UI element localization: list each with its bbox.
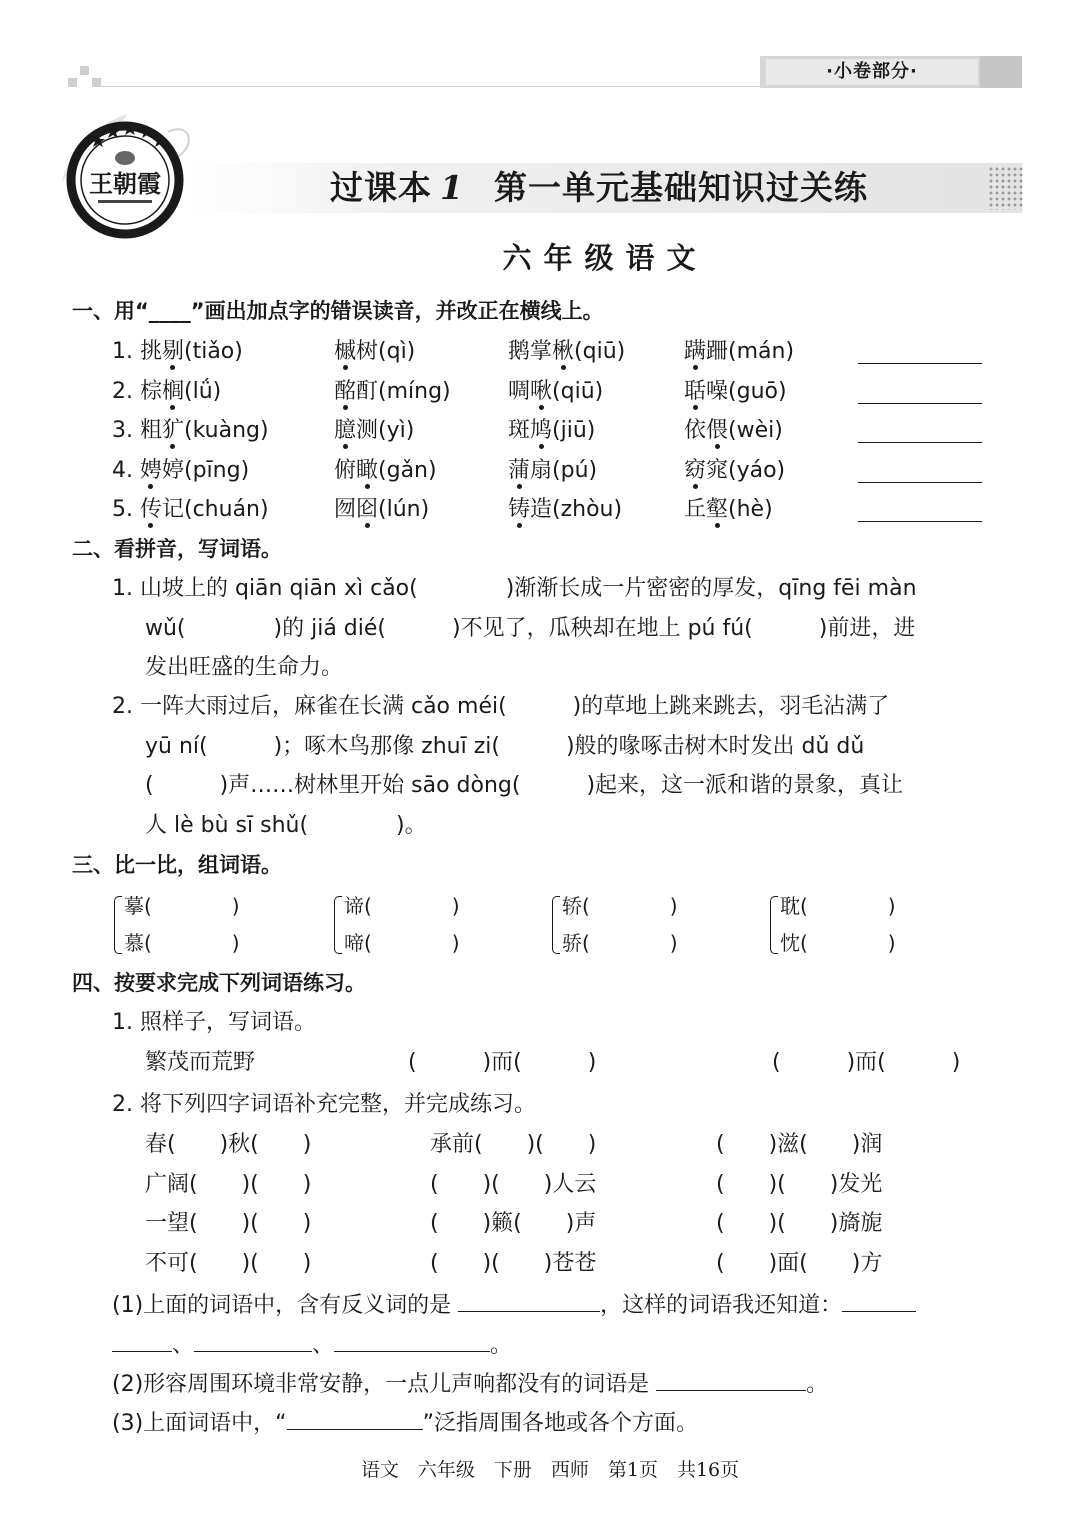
s1-r5-c1: 5. 传记(chuán) xyxy=(112,497,269,522)
logo-badge xyxy=(58,112,193,242)
s4-sub1-answer[interactable] xyxy=(458,1290,600,1312)
s2-line-5: yū ní( )；啄木鸟那像 zhuī zi( )般的喙啄击树木时发出 dǔ dǔ xyxy=(145,734,865,759)
logo-text: 王朝霞 xyxy=(89,169,161,198)
s2-line-4: 2. 一阵大雨过后，麻雀在长满 cǎo méi( )的草地上跳来跳去，羽毛沾满了 xyxy=(112,694,890,719)
s4-q1-label: 1. 照样子，写词语。 xyxy=(112,1010,316,1035)
s1-r3-c4: 依偎(wèi) xyxy=(684,418,783,443)
s1-r2-c2: 酩酊(míng) xyxy=(334,379,451,404)
s1-r1-c2: 槭树(qì) xyxy=(334,339,416,364)
s1-answer-line-4[interactable] xyxy=(858,482,982,483)
title-dots xyxy=(988,166,1024,210)
s4-sub3-answer[interactable] xyxy=(287,1408,423,1430)
idiom-r1-c2: 承前( )( ) xyxy=(430,1132,597,1157)
s1-answer-line-5[interactable] xyxy=(858,521,982,522)
s4-sub2-answer[interactable] xyxy=(656,1369,806,1391)
s2-line-7: 人 lè bù sī shǔ( )。 xyxy=(145,813,427,838)
idiom-r2-c3: ( )( )发光 xyxy=(716,1172,883,1197)
s1-r5-c3: 铸造(zhòu) xyxy=(508,497,623,522)
idiom-r4-c3: ( )面( )方 xyxy=(716,1251,883,1276)
s4-sub3 xyxy=(112,1408,698,1439)
s1-r3-c1: 3. 粗犷(kuàng) xyxy=(112,418,269,443)
section1-heading: 一、用“____”画出加点字的错误读音，并改正在横线上。 xyxy=(72,299,604,323)
s4-sub2-prompt: (2)形容周围环境非常安静，一点儿声响都没有的词语是 xyxy=(112,1372,650,1397)
s1-answer-line-1[interactable] xyxy=(858,363,982,364)
idiom-r4-c2: ( )( )苍苍 xyxy=(430,1251,597,1276)
section3-heading: 三、比一比，组词语。 xyxy=(72,853,282,877)
s4-sub1-prompt-2: ，这样的词语我还知道： xyxy=(600,1293,843,1318)
idiom-r1-c3: ( )滋( )润 xyxy=(716,1132,883,1157)
page-title xyxy=(330,164,950,212)
s4-sub1-extra-1b[interactable] xyxy=(112,1330,172,1352)
s1-r1-c3: 鹅掌楸(qiū) xyxy=(508,339,626,364)
s4-sub1-extra-2[interactable] xyxy=(194,1330,312,1352)
s1-r3-c3: 斑鸠(jiū) xyxy=(508,418,596,443)
s4-sub3-prompt-2: ”泛指周围各地或各个方面。 xyxy=(422,1411,698,1436)
idiom-r3-c2: ( )籁( )声 xyxy=(430,1211,597,1236)
s1-r4-c4: 窈窕(yáo) xyxy=(684,458,786,483)
s3-p2-top: 谛( ) xyxy=(344,894,460,918)
title-main: 第一单元基础知识过关练 xyxy=(493,168,868,207)
idiom-r1-c1: 春( )秋( ) xyxy=(145,1132,312,1157)
s1-r4-c1: 4. 娉婷(pīng) xyxy=(112,458,250,483)
s4-sub2: (2)形容周围环境非常安静，一点儿声响都没有的词语是 。 xyxy=(112,1369,828,1400)
s3-p1-top: 摹( ) xyxy=(124,894,240,918)
section-tag-text: ·小卷部分· xyxy=(766,59,978,85)
s4-sub1-prompt: (1)上面的词语中，含有反义词的是 xyxy=(112,1293,452,1318)
s1-r2-c1: 2. 棕榈(lǘ) xyxy=(112,379,222,404)
page-footer: 语文 六年级 下册 西师 第1页 共16页 xyxy=(360,1459,740,1481)
s1-r5-c2: 囫囵(lún) xyxy=(334,497,430,522)
s1-r1-c1: 1. 挑剔(tiǎo) xyxy=(112,339,243,364)
s1-r3-c2: 臆测(yì) xyxy=(334,418,415,443)
idiom-r3-c3: ( )( )旖旎 xyxy=(716,1211,883,1236)
s2-line-6: ( )声……树林里开始 sāo dòng( )起来，这一派和谐的景象，真让 xyxy=(145,773,904,798)
s4-q1-blank-1: ( )而( ) xyxy=(408,1050,597,1075)
title-number: 1 xyxy=(440,168,464,207)
idiom-r2-c1: 广阔( )( ) xyxy=(145,1172,312,1197)
title-prefix: 过课本 xyxy=(330,168,432,207)
s4-q2-label: 2. 将下列四字词语补充完整，并完成练习。 xyxy=(112,1092,536,1117)
s4-sub1-extra-1[interactable] xyxy=(842,1290,916,1312)
idiom-r2-c2: ( )( )人云 xyxy=(430,1172,597,1197)
section-tag xyxy=(760,56,1022,88)
s3-p1-bottom: 慕( ) xyxy=(124,931,240,955)
s3-p2-bottom: 啼( ) xyxy=(344,931,460,955)
s2-line-2: wǔ( )的 jiá dié( )不见了，瓜秧却在地上 pú fú( )前进，进 xyxy=(145,616,916,641)
s4-sub3-prompt: (3)上面词语中，“ xyxy=(112,1411,287,1436)
s1-r4-c2: 俯瞰(gǎn) xyxy=(334,458,437,483)
s3-p3-top: 轿( ) xyxy=(562,894,678,918)
section2-heading: 二、看拼音，写词语。 xyxy=(72,537,282,561)
s1-r2-c3: 啁啾(qiū) xyxy=(508,379,604,404)
idiom-r4-c1: 不可( )( ) xyxy=(145,1251,312,1276)
subtitle: 六年级语文 xyxy=(502,241,708,275)
s4-q1-example: 繁茂而荒野 xyxy=(145,1050,256,1075)
s1-answer-line-2[interactable] xyxy=(858,403,982,404)
section4-heading: 四、按要求完成下列词语练习。 xyxy=(72,971,366,995)
s1-answer-line-3[interactable] xyxy=(858,442,982,443)
s1-r5-c4: 丘壑(hè) xyxy=(684,497,773,522)
s1-r2-c4: 聒噪(guō) xyxy=(684,379,787,404)
s3-p4-bottom: 忱( ) xyxy=(780,931,896,955)
s2-line-3: 发出旺盛的生命力。 xyxy=(145,655,344,680)
s2-line-1: 1. 山坡上的 qiān qiān xì cǎo( )渐渐长成一片密密的厚发，qīng fēi màn xyxy=(112,576,917,601)
s3-p3-bottom: 骄( ) xyxy=(562,931,678,955)
s1-r1-c4: 蹒跚(mán) xyxy=(684,339,795,364)
s4-q1-blank-2: ( )而( ) xyxy=(772,1050,961,1075)
s4-sub1 xyxy=(112,1290,916,1321)
s4-sub1-extra-3[interactable] xyxy=(334,1330,490,1352)
s1-r4-c3: 蒲扇(pú) xyxy=(508,458,598,483)
s4-sub1-cont: 、 、 。 xyxy=(112,1330,512,1361)
s3-p4-top: 耽( ) xyxy=(780,894,896,918)
idiom-r3-c1: 一望( )( ) xyxy=(145,1211,312,1236)
